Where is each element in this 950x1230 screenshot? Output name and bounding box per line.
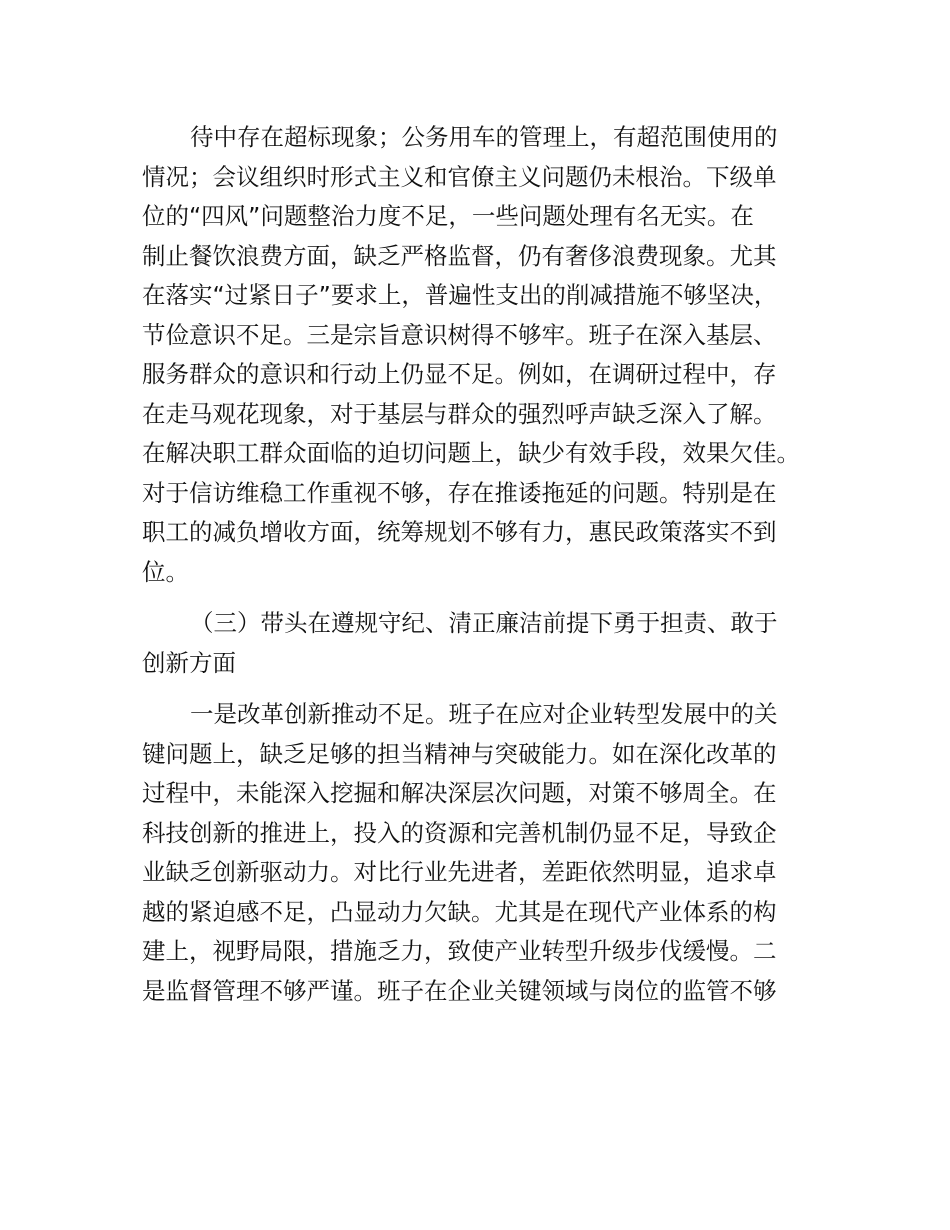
text-line: 过程中，未能深入挖掘和解决深层次问题，对策不够周全。在: [142, 779, 777, 807]
text-line: 键问题上，缺乏足够的担当精神与突破能力。如在深化改革的: [142, 739, 777, 768]
text-line: 位的“四风”问题整治力度不足，一些问题处理有名无实。在: [142, 202, 754, 230]
section-heading: [142, 604, 842, 683]
text-line: 待中存在超标现象；公务用车的管理上，有超范围使用的: [190, 123, 778, 151]
text-line: 业缺乏创新驱动力。对比行业先进者，差距依然明显，追求卓: [142, 858, 777, 886]
text-line: 职工的减负增收方面，统筹规划不够有力，惠民政策落实不到: [142, 518, 777, 546]
text-line: 科技创新的推进上，投入的资源和完善机制仍显不足，导致企: [142, 818, 777, 847]
text-line: 建上，视野局限，措施乏力，致使产业转型升级步伐缓慢。二: [142, 937, 777, 965]
text-line: 情况；会议组织时形式主义和官僚主义问题仍未根治。下级单: [142, 162, 777, 191]
text-line: 一是改革创新推动不足。班子在应对企业转型发展中的关: [190, 700, 778, 728]
text-line: 节俭意识不足。三是宗旨意识树得不够牢。班子在深入基层、: [142, 320, 777, 349]
heading-line: 创新方面: [142, 648, 236, 677]
body-text: [142, 118, 842, 1011]
paragraph-1: [142, 118, 842, 592]
text-line: 对于信访维稳工作重视不够，存在推诿拖延的问题。特别是在: [142, 478, 777, 507]
text-line: 是监督管理不够严谨。班子在企业关键领域与岗位的监管不够: [142, 976, 777, 1005]
paragraph-2: [142, 695, 842, 1011]
text-line: 服务群众的意识和行动上仍显不足。例如，在调研过程中，存: [142, 360, 777, 388]
text-line: 在走马观花现象，对于基层与群众的强烈呼声缺乏深入了解。: [142, 399, 777, 428]
text-line: 位。: [142, 557, 189, 586]
heading-line: （三）带头在遵规守纪、清正廉洁前提下勇于担责、敢于: [190, 609, 778, 637]
text-line: 在解决职工群众面临的迫切问题上，缺少有效手段，效果欠佳。: [142, 439, 800, 467]
text-line: 越的紧迫感不足，凸显动力欠缺。尤其是在现代产业体系的构: [142, 897, 777, 926]
text-line: 制止餐饮浪费方面，缺乏严格监督，仍有奢侈浪费现象。尤其: [142, 241, 777, 270]
text-line: 在落实“过紧日子”要求上，普遍性支出的削减措施不够坚决，: [142, 281, 778, 309]
